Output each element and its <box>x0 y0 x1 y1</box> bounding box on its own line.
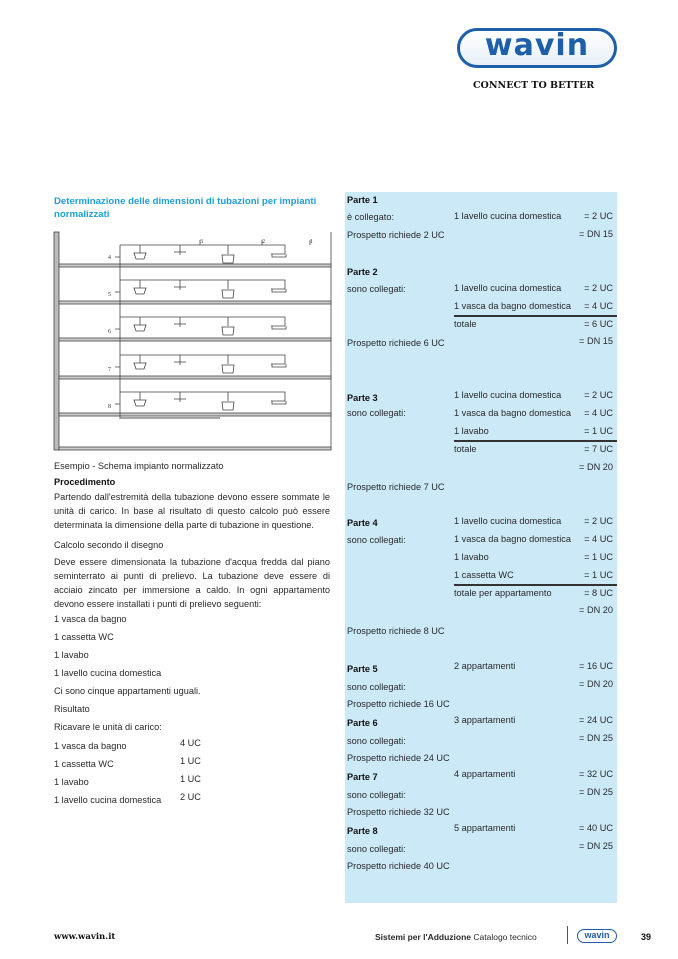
part-sub: sono collegati: <box>347 844 406 854</box>
part-item: 1 lavello cucina domestica <box>454 211 562 221</box>
diagram-label-7: 7 <box>108 367 111 373</box>
part-item: 5 appartamenti <box>454 823 516 833</box>
footer-wavin-logo: wavin <box>577 929 617 943</box>
part-item: 1 vasca da bagno domestica <box>454 408 571 418</box>
footer-series-bold: Sistemi per l'Adduzione <box>375 932 472 942</box>
diagram-label-5: 5 <box>108 292 111 298</box>
part-prospetto: Prospetto richiede 8 UC <box>347 626 445 636</box>
part-total: totale per appartamento <box>454 588 552 598</box>
part-value: = 16 UC <box>579 661 613 671</box>
part-prospetto: Prospetto richiede 32 UC <box>347 807 450 817</box>
part-value: = 1 UC <box>584 552 613 562</box>
part-item: 1 lavello cucina domestica <box>454 390 562 400</box>
part-item: 1 lavello cucina domestica <box>454 283 562 293</box>
footer-divider <box>567 926 568 944</box>
part-sub: sono collegati: <box>347 535 406 545</box>
part-item: 1 vasca da bagno domestica <box>454 301 571 311</box>
part-dn: = DN 25 <box>579 841 613 851</box>
fixture-item: 1 cassetta WC <box>54 632 114 642</box>
fixture-item: 1 vasca da bagno <box>54 614 127 624</box>
result-heading: Risultato <box>54 704 90 714</box>
part-dn: = DN 15 <box>579 229 613 239</box>
part-item: 3 appartamenti <box>454 715 516 725</box>
part-value: = 1 UC <box>584 570 613 580</box>
diagram-label-2: 2 <box>262 239 265 245</box>
sum-rule <box>454 440 617 442</box>
diagram-caption: Esempio - Schema impianto normalizzato <box>54 461 224 471</box>
part-item: 4 appartamenti <box>454 769 516 779</box>
floor-branch <box>115 392 286 410</box>
part-sub: sono collegati: <box>347 284 406 294</box>
part-sub: sono collegati: <box>347 682 406 692</box>
part-value: = 4 UC <box>584 408 613 418</box>
equal-apartments-text: Ci sono cinque appartamenti uguali. <box>54 686 201 696</box>
part-value: = 2 UC <box>584 516 613 526</box>
load-unit-item: 1 lavello cucina domestica <box>54 795 162 805</box>
part-value: = 2 UC <box>584 390 613 400</box>
diagram-label-6: 6 <box>108 329 111 335</box>
part-prospetto: Prospetto richiede 24 UC <box>347 753 450 763</box>
part-prospetto: Prospetto richiede 7 UC <box>347 482 445 492</box>
part-item: 1 cassetta WC <box>454 570 514 580</box>
part-item: 1 vasca da bagno domestica <box>454 534 571 544</box>
part-2-title: Parte 2 <box>347 267 378 277</box>
part-title: Parte 5 <box>347 664 378 674</box>
fixture-item: 1 lavabo <box>54 650 89 660</box>
wavin-logo: wavin <box>457 28 617 68</box>
load-unit-value: 1 UC <box>180 756 201 766</box>
footer-series-text: Catalogo tecnico <box>471 932 537 942</box>
floor-branch <box>115 280 286 298</box>
part-dn: = DN 25 <box>579 733 613 743</box>
load-unit-value: 2 UC <box>180 792 201 802</box>
part-value: = 1 UC <box>584 426 613 436</box>
load-unit-item: 1 cassetta WC <box>54 759 114 769</box>
part-sub: sono collegati: <box>347 790 406 800</box>
part-item: 2 appartamenti <box>454 661 516 671</box>
part-dn: = DN 20 <box>579 679 613 689</box>
part-item: 1 lavello cucina domestica <box>454 516 562 526</box>
sum-rule <box>454 315 617 317</box>
load-unit-item: 1 vasca da bagno <box>54 741 127 751</box>
part-value: = 40 UC <box>579 823 613 833</box>
plumbing-diagram <box>50 228 335 456</box>
section-title: Determinazione delle dimensioni di tubazioni per impianti <box>54 196 317 207</box>
page-number: 39 <box>641 932 652 942</box>
part-4-title: Parte 4 <box>347 518 378 528</box>
diagram-label-1: 1 <box>310 239 313 245</box>
part-dn: = DN 25 <box>579 787 613 797</box>
part-sub: sono collegati: <box>347 408 406 418</box>
footer-series <box>375 932 537 942</box>
part-3-title: Parte 3 <box>347 393 378 403</box>
footer-url[interactable]: www.wavin.it <box>54 932 116 942</box>
part-prospetto: Prospetto richiede 40 UC <box>347 861 450 871</box>
part-dn: = DN 20 <box>579 462 613 472</box>
part-title: Parte 8 <box>347 826 378 836</box>
part-value: = 2 UC <box>584 283 613 293</box>
load-unit-value: 4 UC <box>180 738 201 748</box>
part-value: = 4 UC <box>584 534 613 544</box>
part-value: = 4 UC <box>584 301 613 311</box>
part-1-title: Parte 1 <box>347 195 378 205</box>
section-title-cont: normalizzati <box>54 209 110 220</box>
part-1-sub: è collegato: <box>347 212 394 222</box>
part-total-value: = 6 UC <box>584 319 613 329</box>
part-title: Parte 7 <box>347 772 378 782</box>
part-title: Parte 6 <box>347 718 378 728</box>
part-item: 1 lavabo <box>454 426 489 436</box>
part-dn: = DN 20 <box>579 605 613 615</box>
load-units-heading: Ricavare le unità di carico: <box>54 722 162 732</box>
part-total-value: = 7 UC <box>584 444 613 454</box>
floor-branch <box>115 355 286 373</box>
calc-heading: Calcolo secondo il disegno <box>54 540 164 550</box>
part-total: totale <box>454 444 477 454</box>
part-sub: sono collegati: <box>347 736 406 746</box>
part-dn: = DN 15 <box>579 336 613 346</box>
part-value: = 2 UC <box>584 211 613 221</box>
part-total: totale <box>454 319 477 329</box>
part-item: 1 lavabo <box>454 552 489 562</box>
sum-rule <box>454 584 617 586</box>
procedure-paragraph: Partendo dall'estremità della tubazione devono essere sommate le unità di carico. In base al risultato di questo calcolo può essere determinata la dimensione della parte di tubazione in questione. <box>54 492 330 530</box>
part-value: = 32 UC <box>579 769 613 779</box>
procedure-heading: Procedimento <box>54 477 116 487</box>
floor-branch <box>115 317 286 335</box>
part-prospetto: Prospetto richiede 2 UC <box>347 230 445 240</box>
diagram-label-8: 8 <box>108 404 111 410</box>
load-unit-value: 1 UC <box>180 774 201 784</box>
load-unit-item: 1 lavabo <box>54 777 89 787</box>
tagline: CONNECT TO BETTER <box>473 80 595 91</box>
part-prospetto: Prospetto richiede 6 UC <box>347 338 445 348</box>
diagram-label-4: 4 <box>108 255 111 261</box>
calc-paragraph: Deve essere dimensionata la tubazione d'acqua fredda dal piano seminterrato ai punti di prelievo. La tubazione deve essere di acciaio zincato per immersione a caldo. In ogni appartamento devono essere installati i punti di prelievo seguenti: <box>54 557 330 609</box>
floor-branch <box>115 245 286 263</box>
diagram-label-3: 3 <box>200 239 203 245</box>
part-total-value: = 8 UC <box>584 588 613 598</box>
part-prospetto: Prospetto richiede 16 UC <box>347 699 450 709</box>
fixture-item: 1 lavello cucina domestica <box>54 668 162 678</box>
part-value: = 24 UC <box>579 715 613 725</box>
